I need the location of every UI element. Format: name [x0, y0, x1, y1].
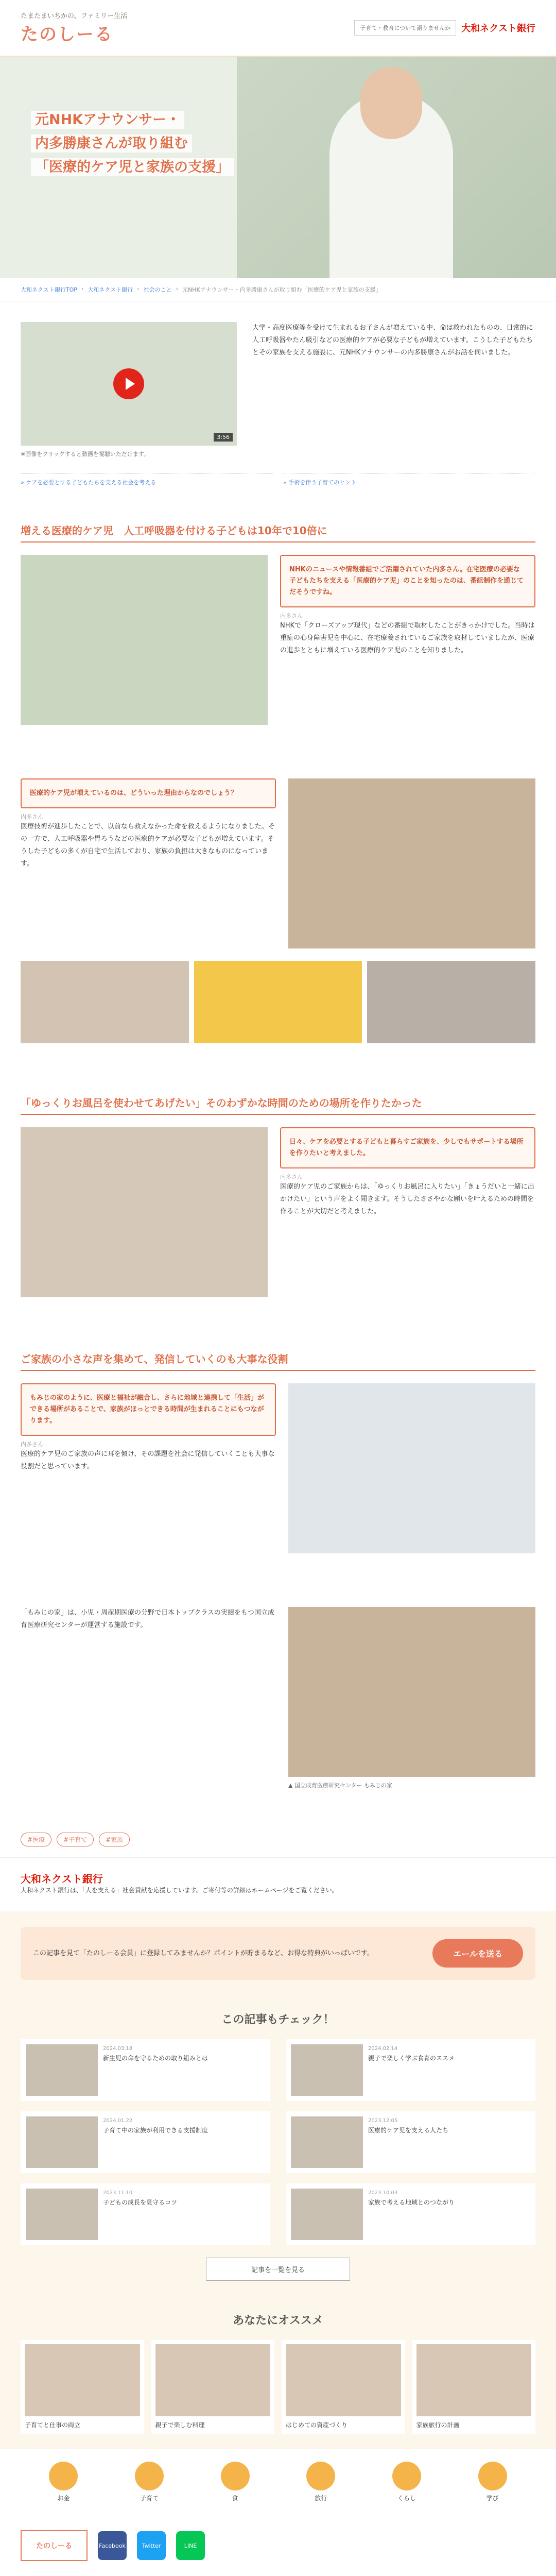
play-icon[interactable]	[113, 368, 144, 399]
line-icon[interactable]: LINE	[176, 2531, 205, 2560]
article-title: 医療的ケア児を支える人たち	[368, 2127, 449, 2134]
article-date: 2023.12.05	[368, 2118, 398, 2124]
category-item[interactable]: 学び	[478, 2462, 507, 2502]
section-photo	[21, 555, 268, 725]
photo-caption: ▲ 国立成育医療研究センター もみじの家	[288, 1782, 393, 1789]
share-text: この記事を見て「たのしーる会員」に登録してみませんか？ポイントが貯まるなど、お得な特典がいっぱいです。	[33, 1949, 374, 1957]
breadcrumb-item[interactable]: 大和ネクスト銀行TOP	[21, 286, 77, 293]
article-title: 家族で考える地域とのつながり	[368, 2199, 455, 2206]
article-thumb	[291, 2044, 363, 2096]
category-item[interactable]: 旅行	[306, 2462, 335, 2502]
section-1	[0, 502, 556, 758]
brand-logo: たのしーる	[21, 24, 113, 45]
tag-list	[0, 1822, 556, 1857]
bank-text: 大和ネクスト銀行は、「人を支える」社会貢献を応援しています。ご寄付等の詳細はホームページをご覧ください。	[21, 1887, 338, 1894]
section-title: 「ゆっくりお風呂を使わせてあげたい」そのわずかな時間のための場所を作りたかった	[21, 1095, 535, 1115]
speaker-name: 内多さん	[21, 1441, 43, 1448]
travel-icon	[306, 2462, 335, 2490]
article-title: 子育て中の家族が利用できる支援制度	[103, 2127, 208, 2134]
speaker-name: 内多さん	[21, 814, 43, 820]
hero	[0, 57, 556, 278]
related-links	[0, 473, 556, 502]
article-date: 2024.01.22	[103, 2118, 133, 2124]
check-section	[0, 1995, 556, 2296]
intro-text: 大学・高度医療等を受けて生まれるお子さんが増えている中、命は救われたものの、日常的に人工呼吸器やたん吸引などの医療的ケアが必要な子どもが増えています。こうした子どもたちとその家族を支える施設に、元NHKアナウンサーの内多勝康さんがお話を伺いました。	[252, 324, 533, 357]
recommend-card[interactable]	[21, 2340, 144, 2434]
section-title: 増える医療的ケア児 人工呼吸器を付ける子どもは10年で10倍に	[21, 522, 535, 543]
article-thumb	[291, 2116, 363, 2168]
recommend-card[interactable]	[151, 2340, 275, 2434]
hero-title-line3: 「医療的ケア児と家族の支援」	[31, 158, 234, 176]
article-card[interactable]	[21, 2039, 270, 2101]
child-icon	[135, 2462, 164, 2490]
recommend-thumb	[25, 2344, 140, 2416]
related-link[interactable]: » ケアを必要とする子どもたちを支える社会を考える	[21, 473, 273, 486]
recommend-thumb	[286, 2344, 401, 2416]
article-thumb	[291, 2189, 363, 2240]
breadcrumb: 大和ネクスト銀行TOP › 大和ネクスト銀行 › 社会のこと › 元NHKアナウンサー・内多勝康さんが取り組む「医療的ケア児と家族の支援」	[0, 278, 556, 301]
article-title: 親子で楽しく学ぶ食育のススメ	[368, 2055, 455, 2062]
home-icon	[392, 2462, 421, 2490]
photo-row	[21, 961, 535, 1043]
section-2	[0, 758, 556, 1074]
recommend-text: はじめての資産づくり	[286, 2421, 348, 2429]
speaker-name: 内多さん	[280, 1174, 303, 1180]
site-header	[0, 0, 556, 57]
video-caption: ※画像をクリックすると動画を視聴いただけます。	[21, 451, 149, 457]
tag[interactable]: #医療	[21, 1833, 51, 1846]
cheer-button[interactable]: エールを送る	[432, 1939, 523, 1968]
brand[interactable]	[21, 10, 127, 45]
section-photo	[288, 1383, 535, 1553]
hero-title-line2: 内多勝康さんが取り組む	[31, 134, 192, 152]
body-text: 医療技術が進歩したことで、以前なら救えなかった命を救えるようになりました。その一方で、人工呼吸器や胃ろうなどの医療的ケアが必要な子どもが増えています。そうした子どもの多くが自宅で生活しており、家族の負担は大きなものになっています。	[21, 823, 275, 868]
tag[interactable]: #子育て	[57, 1833, 94, 1846]
gallery-photo	[21, 961, 189, 1043]
body-text: NHKで「クローズアップ現代」などの番組で取材したことがきっかけでした。当時は重症の心身障害児を中心に、在宅療養されているご家族を取材していましたが、医療の進歩とともに増えている医療的ケア児のことを知りました。	[280, 622, 535, 654]
recommend-grid	[21, 2340, 535, 2434]
breadcrumb-item[interactable]: 大和ネクスト銀行	[88, 286, 133, 293]
category-item[interactable]: くらし	[392, 2462, 421, 2502]
breadcrumb-item[interactable]: 社会のこと	[143, 286, 172, 293]
article-card[interactable]	[21, 2111, 270, 2173]
article-thumb	[26, 2044, 98, 2096]
category-nav	[0, 2449, 556, 2515]
article-grid	[21, 2039, 535, 2245]
recommend-thumb	[155, 2344, 271, 2416]
footer-logo[interactable]: たのしーる	[21, 2530, 88, 2561]
body-text: 医療的ケア児のご家族の声に耳を傾け、その課題を社会に発信していくことも大事な役割だと思っています。	[21, 1450, 275, 1470]
gallery-photo	[194, 961, 362, 1043]
facebook-icon[interactable]: Facebook	[98, 2531, 127, 2560]
recommend-card[interactable]	[412, 2340, 536, 2434]
recommend-card[interactable]	[282, 2340, 405, 2434]
section-photo	[21, 1127, 268, 1297]
sponsor-bank-logo[interactable]: 大和ネクスト銀行	[461, 23, 535, 34]
bank-section	[0, 1857, 556, 1911]
interview-question: 日々、ケアを必要とする子どもと暮らすご家族を、少しでもサポートする場所を作りたいと考えました。	[280, 1127, 535, 1168]
section-5	[0, 1586, 556, 1822]
section-4	[0, 1330, 556, 1586]
video-player[interactable]	[21, 322, 237, 446]
article-title: 新生児の命を守るための取り組みとは	[103, 2055, 208, 2062]
recommend-text: 子育てと仕事の両立	[25, 2421, 81, 2429]
interview-question: もみじの家のように、医療と福祉が融合し、さらに地域と連携して「生活」ができる場所があることで、家族がほっとできる時間が生まれることにもつながります。	[21, 1383, 276, 1436]
article-card[interactable]	[286, 2039, 535, 2101]
check-title: この記事もチェック！	[221, 2013, 335, 2026]
bank-logo[interactable]: 大和ネクスト銀行	[21, 1873, 103, 1885]
money-icon	[49, 2462, 78, 2490]
article-card[interactable]	[286, 2111, 535, 2173]
interview-question: 医療的ケア児が増えているのは、どういった理由からなのでしょう？	[21, 778, 276, 808]
recommend-section	[0, 2296, 556, 2449]
related-link[interactable]: » 手術を伴う子育てのヒント	[283, 473, 535, 486]
hero-title-line1: 元NHKアナウンサー・	[31, 111, 184, 129]
body-text: 「もみじの家」は、小児・周産期医療の分野で日本トップクラスの実績をもつ国立成育医療研究センターが運営する施設です。	[21, 1609, 274, 1629]
sponsor	[354, 20, 535, 36]
more-articles-button[interactable]: 記事を一覧を見る	[206, 2258, 350, 2281]
section-3	[0, 1074, 556, 1330]
footer	[0, 2515, 556, 2576]
recommend-text: 親子で楽しむ料理	[155, 2421, 205, 2429]
share-box	[21, 1927, 535, 1980]
book-icon	[478, 2462, 507, 2490]
tag[interactable]: #家族	[99, 1833, 130, 1846]
article-date: 2024.02.14	[368, 2046, 398, 2052]
video-duration: 3:56	[214, 433, 233, 442]
hero-head-icon	[360, 67, 422, 139]
article-card[interactable]	[286, 2183, 535, 2245]
category-item[interactable]: 子育て	[135, 2462, 164, 2502]
recommend-thumb	[416, 2344, 532, 2416]
intro	[0, 301, 556, 473]
brand-subtitle: たまたまいちかの、ファミリー生活	[21, 12, 128, 20]
food-icon	[221, 2462, 250, 2490]
article-date: 2023.11.10	[103, 2190, 133, 2196]
body-text: 医療的ケア児のご家族からは、「ゆっくりお風呂に入りたい」「きょうだいと一緒に出かけたい」という声をよく聞きます。そうしたささやかな願いを叶えるための時間を作ることが大切だと考えました。	[280, 1183, 534, 1215]
category-item[interactable]: 食	[221, 2462, 250, 2502]
breadcrumb-current: 元NHKアナウンサー・内多勝康さんが取り組む「医療的ケア児と家族の支援」	[182, 286, 381, 293]
interview-question: NHKのニュースや情報番組でご活躍されていた内多さん。在宅医療の必要な子どもたちを支える「医療的ケア児」のことを知ったのは、番組制作を通じてだそうですね。	[280, 555, 535, 607]
speaker-name: 内多さん	[280, 613, 303, 619]
hero-text	[31, 108, 247, 179]
article-date: 2023.10.03	[368, 2190, 398, 2196]
article-date: 2024.03.18	[103, 2046, 133, 2052]
recommend-text: 家族旅行の計画	[416, 2421, 460, 2429]
article-card[interactable]	[21, 2183, 270, 2245]
section-title: ご家族の小さな声を集めて、発信していくのも大事な役割	[21, 1351, 535, 1371]
article-thumb	[26, 2189, 98, 2240]
article-thumb	[26, 2116, 98, 2168]
sponsor-note: 子育て・教育について語りませんか	[354, 20, 456, 36]
recommend-title: あなたにオススメ	[233, 2314, 323, 2327]
section-photo	[288, 778, 535, 948]
twitter-icon[interactable]: Twitter	[137, 2531, 166, 2560]
momiji-house-photo	[288, 1607, 535, 1777]
category-item[interactable]: お金	[49, 2462, 78, 2502]
gallery-photo	[367, 961, 535, 1043]
article-title: 子どもの成長を見守るコツ	[103, 2199, 178, 2206]
hero-photo	[237, 57, 556, 278]
